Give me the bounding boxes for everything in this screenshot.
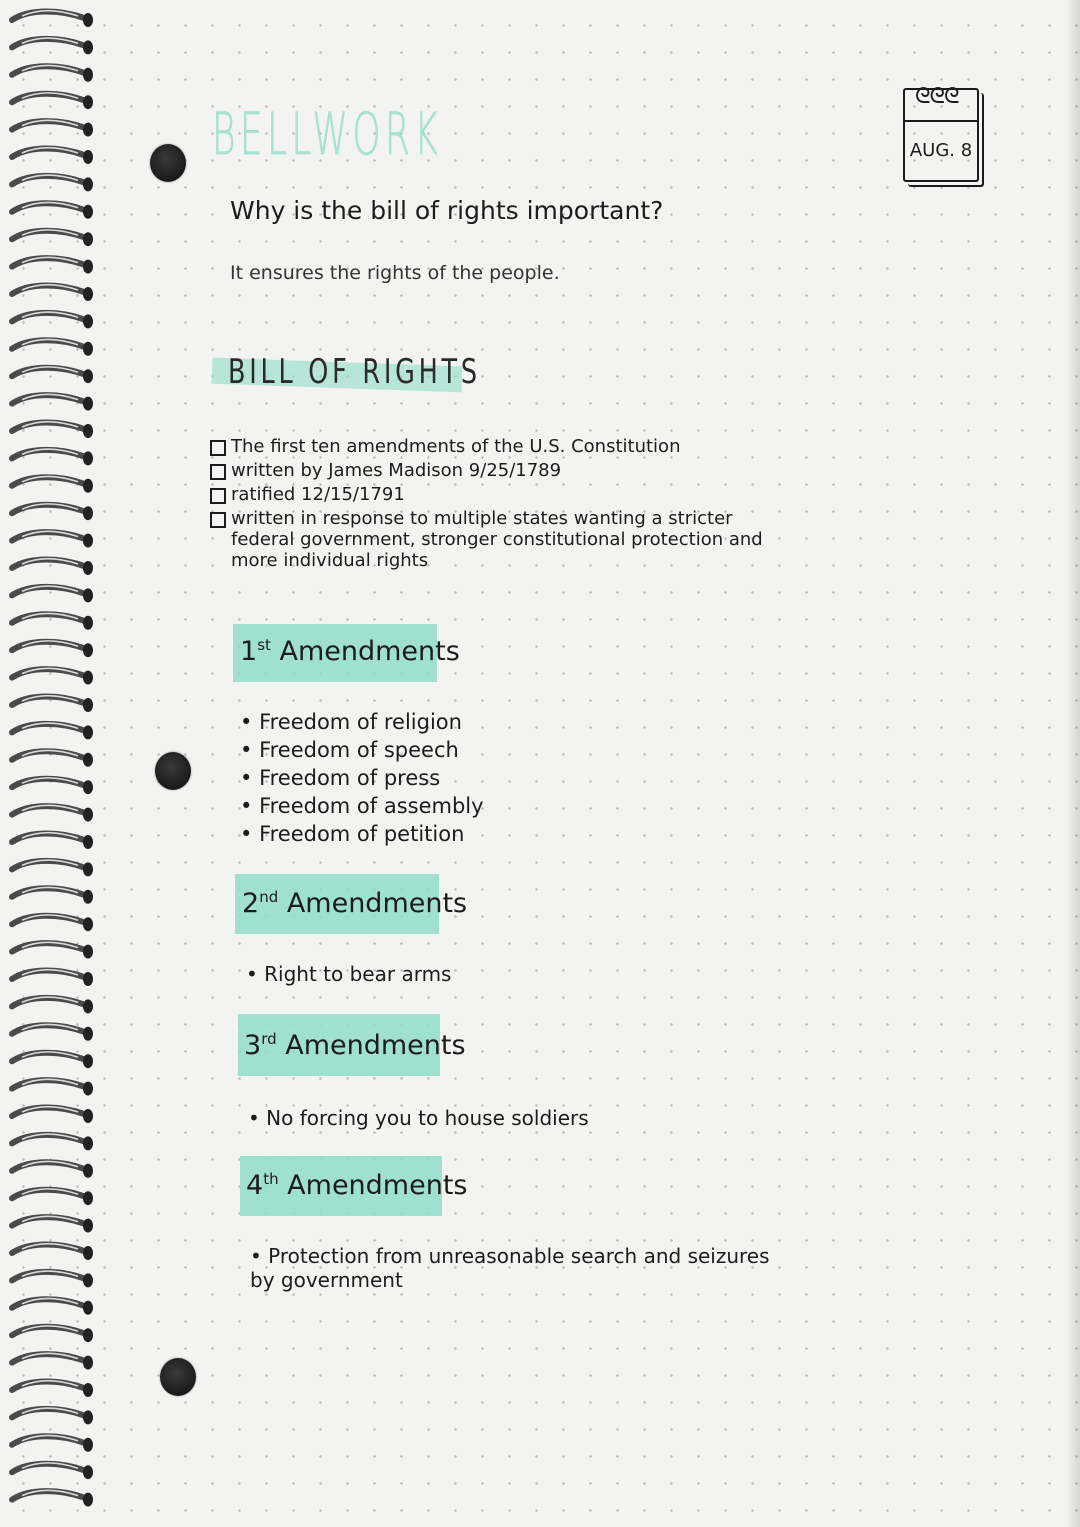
spiral-hole — [83, 1246, 93, 1260]
spiral-hole — [83, 1054, 93, 1068]
spiral-hole — [83, 945, 93, 959]
amendment-2-heading — [242, 888, 467, 919]
amendment-4-number: 4 — [246, 1170, 264, 1201]
punch-hole-top — [150, 144, 186, 182]
list-item: • Freedom of press — [240, 764, 484, 792]
spiral-hole — [83, 1082, 93, 1096]
amendment-3-item: • No forcing you to house soldiers — [248, 1106, 589, 1130]
checkbox-icon — [210, 440, 226, 456]
bellwork-answer: It ensures the rights of the people. — [230, 262, 560, 284]
spiral-hole — [83, 424, 93, 438]
calendar-rings-icon: ᘓᘓᘓ — [915, 84, 959, 109]
spiral-hole — [83, 1383, 93, 1397]
spiral-hole — [83, 588, 93, 602]
spiral-hole — [83, 205, 93, 219]
spiral-hole — [83, 260, 93, 274]
spiral-hole — [83, 1136, 93, 1150]
checkbox-icon — [210, 512, 226, 528]
spiral-hole — [83, 1356, 93, 1370]
page-edge-shadow — [1066, 0, 1080, 1527]
spiral-hole — [83, 698, 93, 712]
spiral-hole — [83, 1493, 93, 1507]
spiral-hole — [83, 753, 93, 767]
spiral-hole — [83, 232, 93, 246]
fact-text: written by James Madison 9/25/1789 — [231, 460, 562, 481]
spiral-hole — [83, 1438, 93, 1452]
spiral-hole — [83, 1027, 93, 1041]
spiral-hole — [83, 972, 93, 986]
spiral-hole — [83, 643, 93, 657]
spiral-hole — [83, 808, 93, 822]
spiral-hole — [83, 314, 93, 328]
list-item: • Freedom of speech — [240, 736, 484, 764]
amendment-4-suffix: th — [263, 1170, 279, 1188]
calendar-divider — [905, 120, 977, 122]
spiral-hole — [83, 506, 93, 520]
spiral-hole — [83, 917, 93, 931]
spiral-hole — [83, 725, 93, 739]
spiral-hole — [83, 999, 93, 1013]
list-item: • Freedom of assembly — [240, 792, 484, 820]
section-title: BILL OF RIGHTS — [228, 352, 481, 392]
fact-text: The first ten amendments of the U.S. Constitution — [231, 436, 681, 457]
punch-hole-middle — [155, 752, 191, 790]
amendment-2-number: 2 — [242, 888, 260, 919]
spiral-hole — [83, 1273, 93, 1287]
amendment-1-number: 1 — [240, 636, 258, 667]
spiral-hole — [83, 68, 93, 82]
spiral-hole — [83, 13, 93, 27]
facts-checklist — [210, 436, 763, 571]
amendment-3-suffix: rd — [261, 1030, 277, 1048]
spiral-hole — [83, 397, 93, 411]
spiral-hole — [83, 671, 93, 685]
bellwork-title: BELLWORK — [212, 100, 443, 168]
amendment-3-label: Amendments — [285, 1030, 466, 1061]
bellwork-question: Why is the bill of rights important? — [230, 196, 664, 225]
spiral-hole — [83, 150, 93, 164]
spiral-hole — [83, 95, 93, 109]
spiral-hole — [83, 890, 93, 904]
fact-item — [210, 508, 763, 571]
punch-hole-bottom — [160, 1358, 196, 1396]
spiral-hole — [83, 479, 93, 493]
spiral-hole — [83, 835, 93, 849]
spiral-hole — [83, 534, 93, 548]
checkbox-icon — [210, 488, 226, 504]
amendment-1-label: Amendments — [279, 636, 460, 667]
checkbox-icon — [210, 464, 226, 480]
spiral-hole — [83, 287, 93, 301]
amendment-1-list — [240, 708, 484, 848]
spiral-hole — [83, 369, 93, 383]
spiral-hole — [83, 1164, 93, 1178]
spiral-hole — [83, 1328, 93, 1342]
list-item: • Freedom of petition — [240, 820, 484, 848]
calendar-date: AUG. 8 — [909, 140, 973, 161]
fact-item — [210, 460, 763, 484]
amendment-4-label: Amendments — [287, 1170, 468, 1201]
calendar-icon — [903, 84, 979, 182]
spiral-hole — [83, 1109, 93, 1123]
fact-text: written in response to multiple states wanting a stricter federal government, stronger constitutional protection and more individual rights — [231, 508, 763, 571]
amendment-2-suffix: nd — [259, 888, 279, 906]
spiral-hole — [83, 342, 93, 356]
spiral-hole — [83, 561, 93, 575]
spiral-hole — [83, 862, 93, 876]
spiral-hole — [83, 1465, 93, 1479]
amendment-3-heading — [244, 1030, 466, 1061]
list-item: • Freedom of religion — [240, 708, 484, 736]
fact-item — [210, 484, 763, 508]
spiral-hole — [83, 1191, 93, 1205]
amendment-2-label: Amendments — [286, 888, 468, 919]
spiral-hole — [83, 616, 93, 630]
spiral-hole — [83, 780, 93, 794]
spiral-hole — [83, 451, 93, 465]
spiral-hole — [83, 1301, 93, 1315]
amendment-4-heading — [246, 1170, 467, 1201]
spiral-hole — [83, 1219, 93, 1233]
spiral-hole — [83, 1410, 93, 1424]
fact-text: ratified 12/15/1791 — [231, 484, 405, 505]
amendment-3-number: 3 — [244, 1030, 262, 1061]
spiral-hole — [83, 177, 93, 191]
fact-item — [210, 436, 763, 460]
amendment-4-item: • Protection from unreasonable search and seizures by government — [250, 1244, 770, 1292]
spiral-hole — [83, 123, 93, 137]
amendment-1-suffix: st — [257, 636, 271, 654]
amendment-2-item: • Right to bear arms — [246, 962, 451, 986]
spiral-hole — [83, 40, 93, 54]
amendment-1-heading — [240, 636, 460, 667]
spiral-binding — [0, 0, 110, 1527]
